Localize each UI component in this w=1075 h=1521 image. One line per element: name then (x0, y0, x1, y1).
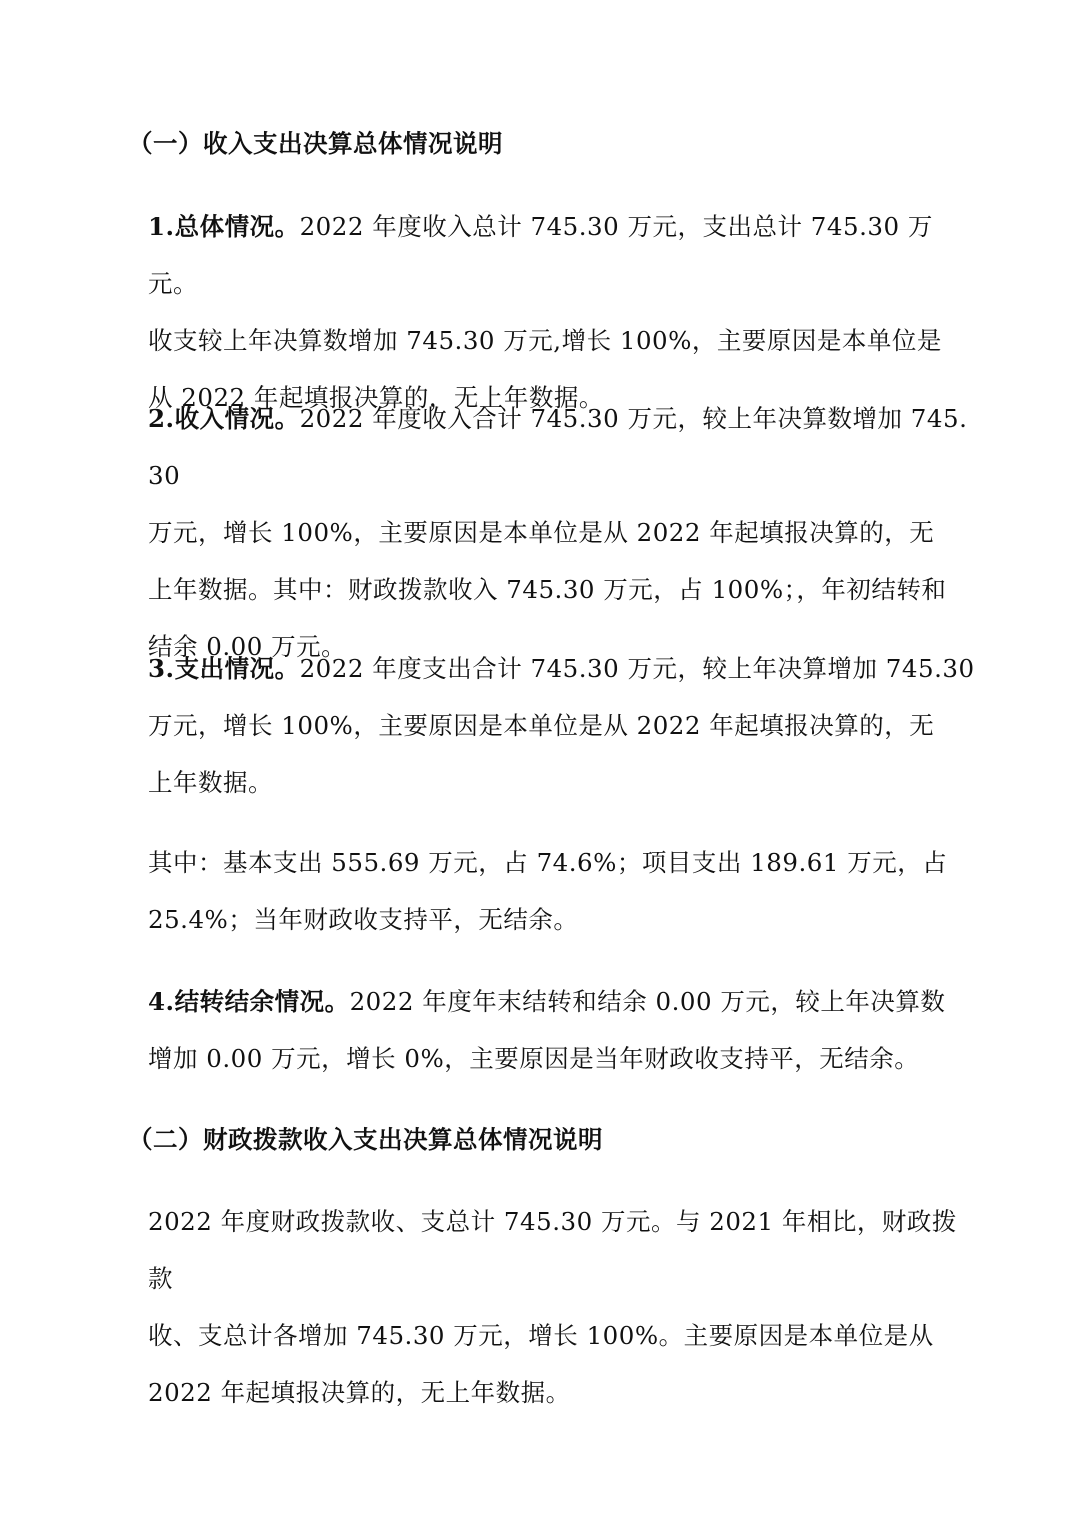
paragraph-income-line-4: 结余 0.00 万元。 (148, 632, 347, 661)
paragraph-overall-line-3: 从 2022 年起填报决算的，无上年数据。 (148, 383, 604, 412)
paragraph-income-line-3: 上年数据。其中：财政拨款收入 745.30 万元，占 100%；，年初结转和 (148, 575, 947, 604)
paragraph-expense (148, 640, 978, 811)
paragraph-expense-line-2: 万元，增长 100%，主要原因是本单位是从 2022 年起填报决算的，无 (148, 711, 935, 740)
paragraph-expense-line-1: 2022 年度支出合计 745.30 万元，较上年决算增加 745.30 (299, 654, 975, 683)
paragraph-fiscal-line-2: 收、支总计各增加 745.30 万元，增长 100%。主要原因是本单位是从 (148, 1321, 934, 1350)
paragraph-overall-line-2: 收支较上年决算数增加 745.30 万元,增长 100%，主要原因是本单位是 (148, 326, 942, 355)
paragraph-fiscal (148, 1193, 978, 1421)
paragraph-expense-lead: 3.支出情况。 (148, 654, 300, 683)
paragraph-carryover (148, 973, 978, 1087)
paragraph-expense-breakdown-line-2: 25.4%；当年财政收支持平，无结余。 (148, 905, 579, 934)
section-2-heading: （二）财政拨款收入支出决算总体情况说明 (128, 1125, 603, 1154)
paragraph-overall-lead: 1.总体情况。 (148, 212, 300, 241)
paragraph-income-lead: 2.收入情况。 (148, 404, 300, 433)
paragraph-income-line-2: 万元，增长 100%，主要原因是本单位是从 2022 年起填报决算的，无 (148, 518, 935, 547)
paragraph-carryover-lead: 4.结转结余情况。 (148, 987, 350, 1016)
paragraph-income (148, 390, 978, 675)
paragraph-expense-breakdown (148, 834, 978, 948)
paragraph-income-line-1: 2022 年度收入合计 745.30 万元，较上年决算数增加 745.30 (148, 404, 968, 490)
paragraph-overall-line-1: 2022 年度收入总计 745.30 万元，支出总计 745.30 万元。 (148, 212, 933, 298)
paragraph-fiscal-line-1: 2022 年度财政拨款收、支总计 745.30 万元。与 2021 年相比，财政拨款 (148, 1207, 957, 1293)
paragraph-carryover-line-2: 增加 0.00 万元，增长 0%，主要原因是当年财政收支持平，无结余。 (148, 1044, 920, 1073)
paragraph-carryover-line-1: 2022 年度年末结转和结余 0.00 万元，较上年决算数 (349, 987, 946, 1016)
section-1-heading: （一）收入支出决算总体情况说明 (128, 129, 503, 158)
paragraph-expense-line-3: 上年数据。 (148, 768, 273, 797)
paragraph-expense-breakdown-line-1: 其中：基本支出 555.69 万元，占 74.6%；项目支出 189.61 万元，占 (148, 848, 948, 877)
paragraph-fiscal-line-3: 2022 年起填报决算的，无上年数据。 (148, 1378, 571, 1407)
